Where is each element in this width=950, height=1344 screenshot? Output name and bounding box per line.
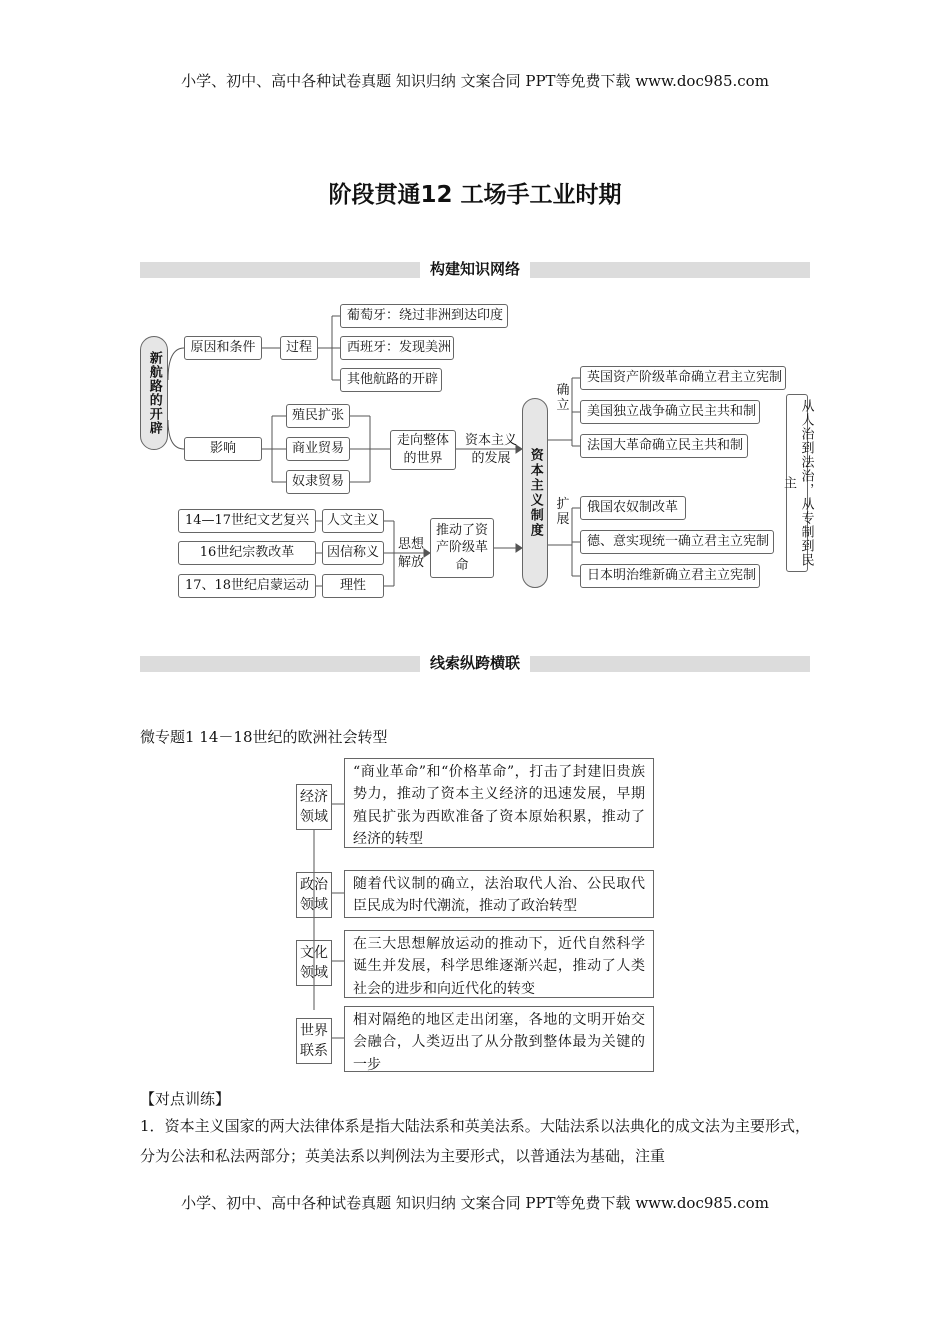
line-root-cause [168, 348, 184, 380]
reformation-node: 16世纪宗教改革 [178, 541, 316, 565]
page-footer: 小学、初中、高中各种试卷真题 知识归纳 文案合同 PPT等免费下载 www.doc985.com [181, 1194, 769, 1212]
establish-france: 法国大革命确立民主共和制 [580, 434, 748, 458]
root-node: 新航路的开辟 [140, 336, 168, 450]
cause-node: 原因和条件 [184, 336, 262, 360]
page-title: 阶段贯通12 工场手工业时期 [328, 182, 622, 208]
reason-node: 理性 [322, 574, 384, 598]
band-label: 构建知识网络 [420, 258, 530, 279]
justification-node: 因信称义 [322, 541, 384, 565]
expand-japan: 日本明治维新确立君主立宪制 [580, 564, 760, 588]
capitalism-development-label: 资本主义的发展 [464, 433, 517, 466]
expand-germany-italy: 德、意实现统一确立君主立宪制 [580, 530, 774, 554]
training-label: 【对点训练】 [140, 1090, 231, 1108]
whole-world-node: 走向整体的世界 [390, 430, 456, 470]
liberation-label: 思想解放 [397, 537, 424, 570]
category-economy: 经济领域 [296, 784, 332, 830]
impact-slave-trade: 奴隶贸易 [286, 470, 350, 494]
process-portugal: 葡萄牙：绕过非洲到达印度 [340, 304, 508, 328]
category-politics: 政治领域 [296, 872, 332, 918]
renaissance-node: 14—17世纪文艺复兴 [178, 509, 316, 533]
humanism-node: 人文主义 [322, 509, 384, 533]
process-other: 其他航路的开辟 [340, 368, 442, 392]
rule-of-law-side-box: 从人治到法治，从专制到民主 [786, 394, 808, 572]
establish-label: 确立 [556, 383, 570, 413]
bourgeois-revolution-node: 推动了资产阶级革命 [430, 518, 494, 578]
expand-label: 扩展 [556, 497, 570, 527]
micro-topic-title: 微专题1 14－18世纪的欧洲社会转型 [140, 728, 388, 746]
section-band-clues [140, 656, 810, 672]
impact-node: 影响 [184, 437, 262, 461]
process-spain: 西班牙：发现美洲 [340, 336, 454, 360]
establish-usa: 美国独立战争确立民主共和制 [580, 400, 760, 424]
category-culture: 文化领域 [296, 940, 332, 986]
detail-politics: 随着代议制的确立，法治取代人治、公民取代臣民成为时代潮流，推动了政治转型 [344, 870, 654, 918]
impact-colonial: 殖民扩张 [286, 404, 350, 428]
page-header: 小学、初中、高中各种试卷真题 知识归纳 文案合同 PPT等免费下载 www.doc985.com [181, 72, 769, 90]
expand-russia: 俄国农奴制改革 [580, 496, 686, 520]
detail-economy: “商业革命”和“价格革命”，打击了封建旧贵族势力，推动了资本主义经济的迅速发展，早期殖民扩张为西欧准备了资本原始积累，推动了经济的转型 [344, 758, 654, 848]
category-world-connection: 世界联系 [296, 1018, 332, 1064]
process-node: 过程 [280, 336, 318, 360]
detail-world-connection: 相对隔绝的地区走出闭塞，各地的文明开始交会融合，人类迈出了从分散到整体最为关键的一步 [344, 1006, 654, 1072]
impact-trade: 商业贸易 [286, 437, 350, 461]
enlightenment-node: 17、18世纪启蒙运动 [178, 574, 316, 598]
detail-culture: 在三大思想解放运动的推动下，近代自然科学诞生并发展，科学思维逐渐兴起，推动了人类社会的进步和向近代化的转变 [344, 930, 654, 998]
band-label: 线索纵跨横联 [420, 652, 530, 673]
capitalist-system-node: 资本主义制度 [522, 398, 548, 588]
establish-britain: 英国资产阶级革命确立君主立宪制 [580, 366, 786, 390]
question-paragraph: 1．资本主义国家的两大法律体系是指大陆法系和英美法系。大陆法系以法典化的成文法为主要形式，分为公法和私法两部分；英美法系以判例法为主要形式，以普通法为基础，注重 [140, 1117, 810, 1165]
line-root-impact [168, 420, 184, 449]
